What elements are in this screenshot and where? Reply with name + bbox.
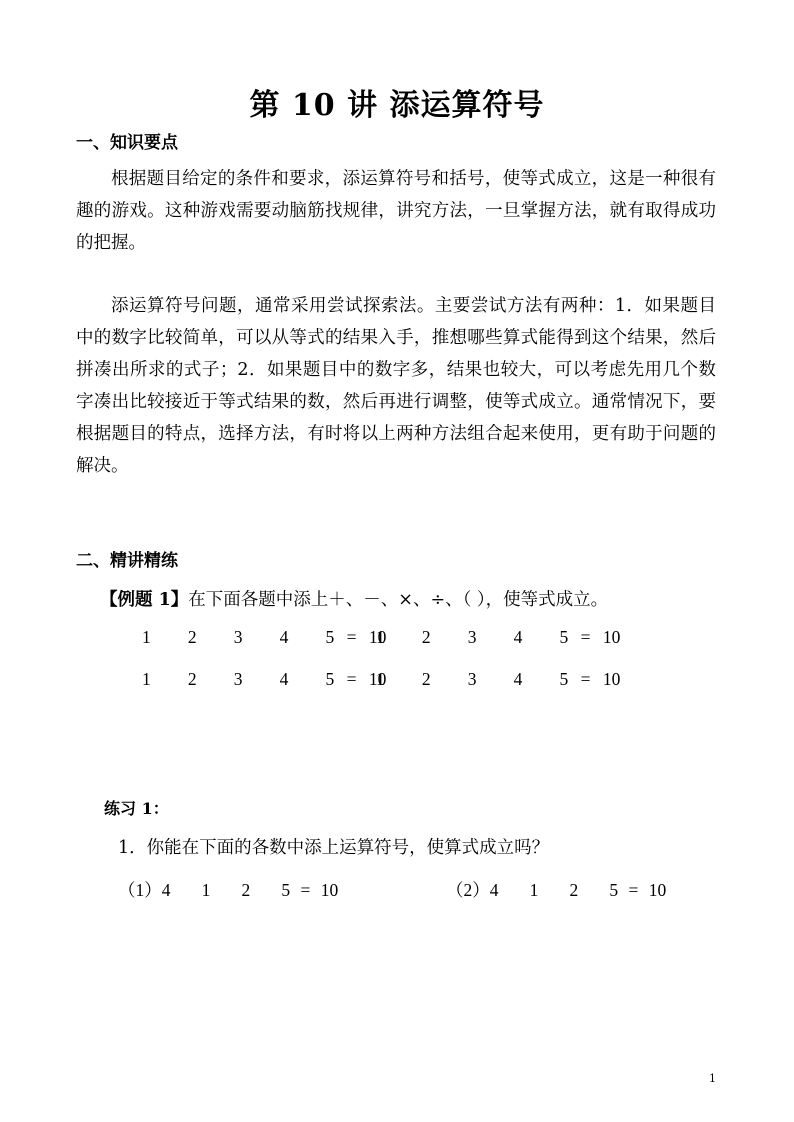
paragraph-methods: 添运算符号问题，通常采用尝试探索法。主要尝试方法有两种：1．如果题目中的数字比较简单，可以从等式的结果入手，推想哪些算式能得到这个结果，然后拼凑出所求的式子；2．如果题目中的数字多，结果也较大，可以考虑先用几个数字凑出比较接近于等式结果的数，然后再进行调整，使等式成立。通常情况下，要根据题目的特点，选择方法，有时将以上两种方法组合起来使用，更有助于问题的解决。 (76, 296, 716, 476)
example-equation: 1 2 3 4 5 = 10 (376, 627, 621, 647)
example-equation: 1 2 3 4 5 = 10 (376, 669, 621, 689)
practice-1-question: 1．你能在下面的各数中添上运算符号，使算式成立吗？ (118, 838, 550, 858)
practice-1-heading: 练习 1： (104, 799, 169, 818)
section-heading-knowledge: 一、知识要点 (76, 133, 178, 153)
practice-1-item: （2）4 1 2 5 = 10 (446, 880, 667, 900)
section-heading-practice: 二、精讲精练 (76, 551, 178, 571)
example-equation: 1 2 3 4 5 = 10 (142, 627, 387, 647)
example-1-label: 【例题 1】 (100, 590, 189, 610)
example-equation: 1 2 3 4 5 = 10 (142, 669, 387, 689)
example-1-line (100, 586, 608, 611)
example-1-text: 在下面各题中添上＋、－、×、÷、（ ），使等式成立。 (188, 590, 609, 610)
page-number: 1 (709, 1072, 716, 1085)
paragraph-intro: 根据题目给定的条件和要求，添运算符号和括号，使等式成立，这是一种很有趣的游戏。这种游戏需要动脑筋找规律，讲究方法，一旦掌握方法，就有取得成功的把握。 (76, 169, 716, 253)
page-title: 第 10 讲 添运算符号 (249, 88, 545, 123)
practice-1-item: （1）4 1 2 5 = 10 (118, 880, 339, 900)
